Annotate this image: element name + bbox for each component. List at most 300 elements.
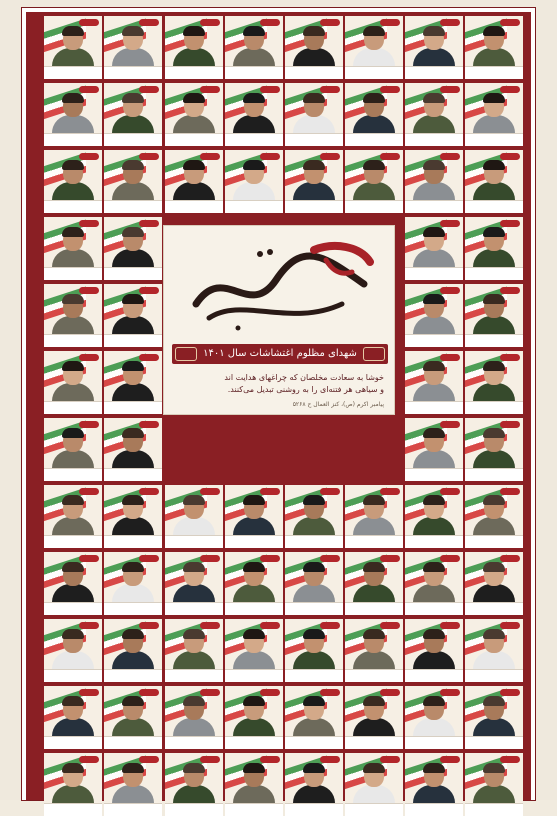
portrait-tile — [285, 753, 343, 816]
portrait-clothing — [473, 517, 515, 535]
portrait-hair — [62, 93, 84, 103]
portrait-tile — [465, 284, 523, 347]
name-caption-strip — [285, 133, 343, 146]
portrait-clothing — [473, 316, 515, 334]
portrait-clothing — [173, 517, 215, 535]
portrait-clothing — [112, 383, 154, 401]
name-caption-strip — [225, 133, 283, 146]
portrait-hair — [243, 629, 265, 639]
name-caption-strip — [165, 602, 223, 615]
name-caption-strip — [165, 803, 223, 816]
portrait-hair — [122, 227, 144, 237]
portrait-tile — [405, 351, 463, 414]
portrait-hair — [483, 361, 505, 371]
portrait-hair — [243, 495, 265, 505]
portrait-clothing — [413, 383, 455, 401]
emblem-icon — [79, 220, 99, 227]
portrait-clothing — [293, 785, 335, 803]
portrait-clothing — [173, 651, 215, 669]
portrait-clothing — [52, 785, 94, 803]
emblem-icon — [260, 153, 280, 160]
portrait-hair — [183, 160, 205, 170]
emblem-icon — [500, 622, 520, 629]
emblem-icon — [320, 622, 340, 629]
emblem-icon — [440, 488, 460, 495]
portrait-clothing — [173, 115, 215, 133]
portrait-hair — [243, 696, 265, 706]
portrait-tile — [104, 351, 162, 414]
emblem-icon — [440, 86, 460, 93]
name-caption-strip — [285, 669, 343, 682]
portrait-clothing — [473, 249, 515, 267]
name-caption-strip — [345, 66, 403, 79]
emblem-icon — [200, 19, 220, 26]
name-caption-strip — [405, 66, 463, 79]
portrait-hair — [303, 562, 325, 572]
portrait-tile — [165, 83, 223, 146]
portrait-clothing — [353, 584, 395, 602]
portrait-hair — [62, 763, 84, 773]
portrait-hair — [243, 763, 265, 773]
portrait-tile — [465, 83, 523, 146]
portrait-tile — [405, 217, 463, 280]
portrait-hair — [183, 26, 205, 36]
name-caption-strip — [345, 133, 403, 146]
name-caption-strip — [405, 803, 463, 816]
name-caption-strip — [465, 468, 523, 481]
name-caption-strip — [104, 200, 162, 213]
portrait-hair — [122, 562, 144, 572]
portrait-tile — [465, 686, 523, 749]
portrait-tile — [345, 753, 403, 816]
portrait-tile — [405, 16, 463, 79]
emblem-icon — [440, 689, 460, 696]
emblem-icon — [440, 421, 460, 428]
name-caption-strip — [165, 669, 223, 682]
portrait-tile — [285, 150, 343, 213]
emblem-icon — [139, 287, 159, 294]
portrait-tile — [104, 418, 162, 481]
portrait-tile — [285, 619, 343, 682]
portrait-hair — [303, 696, 325, 706]
name-caption-strip — [104, 334, 162, 347]
emblem-icon — [79, 421, 99, 428]
portrait-hair — [62, 294, 84, 304]
portrait-clothing — [233, 517, 275, 535]
portrait-tile — [285, 686, 343, 749]
name-caption-strip — [225, 736, 283, 749]
name-caption-strip — [465, 803, 523, 816]
portrait-tile — [165, 753, 223, 816]
emblem-icon — [260, 488, 280, 495]
emblem-icon — [380, 19, 400, 26]
emblem-icon — [500, 19, 520, 26]
portrait-tile — [44, 619, 102, 682]
emblem-icon — [260, 555, 280, 562]
portrait-tile — [225, 150, 283, 213]
portrait-hair — [183, 495, 205, 505]
emblem-icon — [260, 86, 280, 93]
name-caption-strip — [44, 602, 102, 615]
portrait-clothing — [52, 383, 94, 401]
portrait-clothing — [413, 651, 455, 669]
portrait-hair — [303, 495, 325, 505]
portrait-hair — [483, 227, 505, 237]
emblem-icon — [79, 153, 99, 160]
portrait-clothing — [353, 517, 395, 535]
emblem-icon — [139, 555, 159, 562]
emblem-icon — [380, 555, 400, 562]
portrait-clothing — [233, 115, 275, 133]
portrait-tile — [44, 150, 102, 213]
portrait-clothing — [353, 785, 395, 803]
portrait-tile — [104, 552, 162, 615]
portrait-tile — [44, 418, 102, 481]
portrait-tile — [225, 619, 283, 682]
portrait-tile — [104, 284, 162, 347]
name-caption-strip — [225, 803, 283, 816]
portrait-clothing — [173, 785, 215, 803]
name-caption-strip — [165, 200, 223, 213]
emblem-icon — [440, 622, 460, 629]
portrait-clothing — [112, 718, 154, 736]
portrait-hair — [363, 629, 385, 639]
portrait-hair — [423, 26, 445, 36]
emblem-icon — [500, 756, 520, 763]
quote-source: پیامبر اکرم (ص)، کنز العمال ح ۵۲۶۸ — [292, 401, 384, 408]
emblem-icon — [440, 555, 460, 562]
center-panel — [163, 225, 395, 415]
name-caption-strip — [44, 200, 102, 213]
portrait-hair — [423, 294, 445, 304]
portrait-hair — [243, 26, 265, 36]
subtitle-banner — [172, 344, 388, 364]
portrait-hair — [483, 160, 505, 170]
name-caption-strip — [405, 401, 463, 414]
portrait-tile — [405, 150, 463, 213]
emblem-icon — [139, 488, 159, 495]
emblem-icon — [440, 756, 460, 763]
portrait-clothing — [52, 115, 94, 133]
portrait-hair — [483, 562, 505, 572]
portrait-clothing — [353, 182, 395, 200]
name-caption-strip — [465, 66, 523, 79]
portrait-hair — [243, 562, 265, 572]
name-caption-strip — [165, 66, 223, 79]
portrait-clothing — [473, 651, 515, 669]
emblem-icon — [320, 756, 340, 763]
emblem-icon — [200, 756, 220, 763]
portrait-clothing — [413, 115, 455, 133]
name-caption-strip — [44, 535, 102, 548]
portrait-tile — [345, 619, 403, 682]
emblem-icon — [200, 689, 220, 696]
portrait-hair — [243, 160, 265, 170]
portrait-clothing — [112, 450, 154, 468]
emblem-icon — [139, 689, 159, 696]
portrait-clothing — [353, 48, 395, 66]
portrait-clothing — [52, 718, 94, 736]
name-caption-strip — [465, 267, 523, 280]
emblem-icon — [380, 689, 400, 696]
portrait-clothing — [112, 182, 154, 200]
emblem-icon — [380, 622, 400, 629]
portrait-clothing — [413, 584, 455, 602]
name-caption-strip — [405, 133, 463, 146]
portrait-tile — [225, 83, 283, 146]
portrait-clothing — [173, 48, 215, 66]
name-caption-strip — [465, 602, 523, 615]
portrait-hair — [363, 93, 385, 103]
portrait-tile — [465, 418, 523, 481]
portrait-hair — [122, 160, 144, 170]
emblem-icon — [79, 488, 99, 495]
emblem-icon — [500, 689, 520, 696]
name-caption-strip — [44, 133, 102, 146]
name-caption-strip — [104, 736, 162, 749]
portrait-tile — [345, 686, 403, 749]
portrait-hair — [183, 696, 205, 706]
portrait-tile — [44, 753, 102, 816]
portrait-hair — [423, 227, 445, 237]
portrait-clothing — [112, 517, 154, 535]
portrait-hair — [122, 93, 144, 103]
portrait-hair — [62, 26, 84, 36]
portrait-hair — [62, 361, 84, 371]
portrait-tile — [44, 686, 102, 749]
portrait-hair — [122, 294, 144, 304]
portrait-hair — [122, 361, 144, 371]
name-caption-strip — [285, 535, 343, 548]
emblem-icon — [320, 153, 340, 160]
name-caption-strip — [345, 736, 403, 749]
emblem-icon — [200, 622, 220, 629]
emblem-icon — [500, 153, 520, 160]
portrait-tile — [165, 686, 223, 749]
name-caption-strip — [405, 602, 463, 615]
portrait-hair — [483, 26, 505, 36]
emblem-icon — [500, 354, 520, 361]
portrait-hair — [423, 763, 445, 773]
name-caption-strip — [104, 267, 162, 280]
portrait-clothing — [293, 584, 335, 602]
emblem-icon — [320, 689, 340, 696]
portrait-clothing — [293, 182, 335, 200]
name-caption-strip — [405, 736, 463, 749]
portrait-hair — [363, 562, 385, 572]
name-caption-strip — [285, 602, 343, 615]
portrait-clothing — [293, 651, 335, 669]
portrait-tile — [44, 217, 102, 280]
portrait-hair — [363, 696, 385, 706]
portrait-tile — [225, 485, 283, 548]
name-caption-strip — [44, 66, 102, 79]
portrait-tile — [405, 753, 463, 816]
portrait-tile — [465, 485, 523, 548]
portrait-clothing — [413, 517, 455, 535]
name-caption-strip — [405, 334, 463, 347]
portrait-hair — [183, 93, 205, 103]
portrait-clothing — [233, 651, 275, 669]
emblem-icon — [500, 555, 520, 562]
portrait-clothing — [233, 182, 275, 200]
portrait-clothing — [173, 584, 215, 602]
name-caption-strip — [465, 669, 523, 682]
emblem-icon — [79, 756, 99, 763]
portrait-tile — [104, 485, 162, 548]
name-caption-strip — [285, 66, 343, 79]
portrait-hair — [423, 361, 445, 371]
portrait-hair — [423, 495, 445, 505]
name-caption-strip — [405, 200, 463, 213]
portrait-clothing — [173, 182, 215, 200]
name-caption-strip — [225, 200, 283, 213]
name-caption-strip — [345, 602, 403, 615]
portrait-tile — [285, 485, 343, 548]
emblem-icon — [260, 689, 280, 696]
portrait-clothing — [233, 48, 275, 66]
emblem-icon — [440, 287, 460, 294]
emblem-icon — [320, 86, 340, 93]
emblem-icon — [79, 555, 99, 562]
portrait-clothing — [353, 115, 395, 133]
portrait-tile — [165, 619, 223, 682]
portrait-hair — [303, 93, 325, 103]
name-caption-strip — [465, 736, 523, 749]
portrait-hair — [423, 696, 445, 706]
portrait-hair — [423, 562, 445, 572]
title-calligraphy-logo — [164, 232, 396, 338]
name-caption-strip — [104, 535, 162, 548]
portrait-clothing — [52, 249, 94, 267]
emblem-icon — [79, 19, 99, 26]
portrait-tile — [104, 217, 162, 280]
portrait-hair — [483, 629, 505, 639]
name-caption-strip — [225, 535, 283, 548]
portrait-tile — [165, 552, 223, 615]
portrait-hair — [62, 696, 84, 706]
emblem-icon — [200, 153, 220, 160]
name-caption-strip — [44, 803, 102, 816]
emblem-icon — [200, 488, 220, 495]
portrait-clothing — [353, 718, 395, 736]
portrait-tile — [285, 552, 343, 615]
portrait-tile — [225, 686, 283, 749]
portrait-hair — [183, 763, 205, 773]
name-caption-strip — [285, 736, 343, 749]
portrait-hair — [483, 495, 505, 505]
portrait-tile — [405, 485, 463, 548]
portrait-clothing — [112, 785, 154, 803]
name-caption-strip — [44, 468, 102, 481]
portrait-clothing — [473, 584, 515, 602]
portrait-hair — [122, 495, 144, 505]
portrait-hair — [483, 93, 505, 103]
portrait-tile — [104, 150, 162, 213]
portrait-tile — [104, 686, 162, 749]
name-caption-strip — [165, 133, 223, 146]
portrait-clothing — [112, 115, 154, 133]
portrait-tile — [345, 83, 403, 146]
portrait-hair — [483, 428, 505, 438]
name-caption-strip — [285, 200, 343, 213]
emblem-icon — [139, 220, 159, 227]
portrait-hair — [303, 763, 325, 773]
name-caption-strip — [405, 535, 463, 548]
portrait-hair — [423, 93, 445, 103]
emblem-icon — [500, 421, 520, 428]
portrait-hair — [303, 629, 325, 639]
emblem-icon — [440, 19, 460, 26]
portrait-hair — [122, 629, 144, 639]
portrait-clothing — [473, 718, 515, 736]
portrait-clothing — [473, 450, 515, 468]
emblem-icon — [320, 19, 340, 26]
portrait-clothing — [413, 249, 455, 267]
portrait-clothing — [413, 450, 455, 468]
emblem-icon — [139, 354, 159, 361]
name-caption-strip — [165, 535, 223, 548]
portrait-tile — [44, 485, 102, 548]
name-caption-strip — [465, 401, 523, 414]
emblem-icon — [500, 287, 520, 294]
portrait-tile — [465, 351, 523, 414]
portrait-clothing — [473, 115, 515, 133]
portrait-tile — [405, 552, 463, 615]
portrait-clothing — [112, 651, 154, 669]
portrait-tile — [405, 418, 463, 481]
portrait-clothing — [233, 584, 275, 602]
portrait-hair — [483, 696, 505, 706]
name-caption-strip — [165, 736, 223, 749]
emblem-icon — [79, 287, 99, 294]
portrait-tile — [285, 83, 343, 146]
portrait-clothing — [473, 48, 515, 66]
portrait-hair — [363, 763, 385, 773]
portrait-hair — [62, 227, 84, 237]
name-caption-strip — [465, 535, 523, 548]
name-caption-strip — [465, 334, 523, 347]
portrait-tile — [285, 16, 343, 79]
portrait-tile — [465, 552, 523, 615]
emblem-icon — [79, 622, 99, 629]
portrait-clothing — [52, 584, 94, 602]
portrait-clothing — [173, 718, 215, 736]
quote-text — [176, 372, 384, 396]
name-caption-strip — [44, 669, 102, 682]
emblem-icon — [320, 555, 340, 562]
emblem-icon — [79, 689, 99, 696]
emblem-icon — [200, 555, 220, 562]
portrait-hair — [483, 294, 505, 304]
emblem-icon — [380, 756, 400, 763]
emblem-icon — [200, 86, 220, 93]
quote-line-1: خوشا به سعادت مخلصان که چراغهای هدایت اند — [224, 373, 384, 382]
portrait-hair — [363, 26, 385, 36]
portrait-hair — [363, 495, 385, 505]
name-caption-strip — [44, 334, 102, 347]
portrait-hair — [243, 93, 265, 103]
portrait-tile — [44, 351, 102, 414]
portrait-tile — [104, 83, 162, 146]
name-caption-strip — [44, 736, 102, 749]
portrait-clothing — [52, 450, 94, 468]
name-caption-strip — [465, 200, 523, 213]
emblem-icon — [380, 86, 400, 93]
portrait-clothing — [52, 48, 94, 66]
portrait-hair — [483, 763, 505, 773]
portrait-tile — [465, 16, 523, 79]
